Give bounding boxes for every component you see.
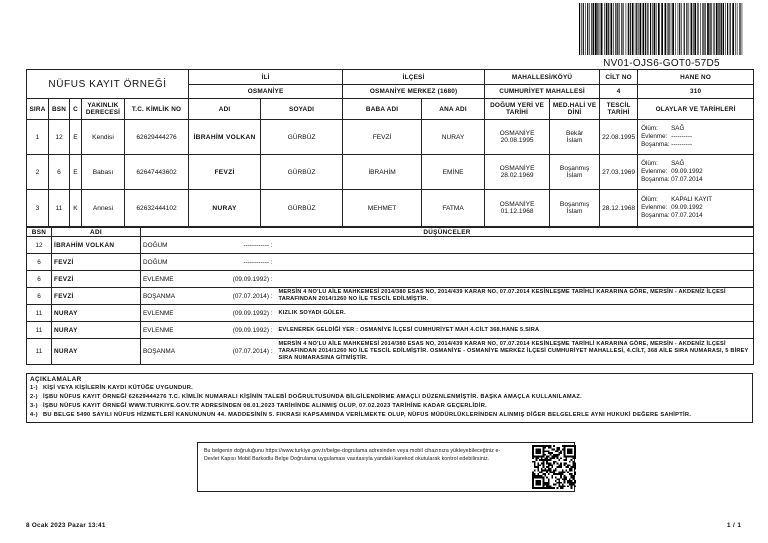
table-row	[27, 190, 754, 227]
mahalle-value: CUMHURİYET MAHALLESİ	[485, 85, 600, 99]
event-bsn: 6	[27, 271, 52, 288]
event-type: EVLENME	[141, 305, 211, 322]
col-dogum: DOĞUM YERİ VE TARİHİ	[485, 99, 550, 120]
bsn-cell: 12	[49, 120, 70, 155]
col-c: C	[70, 99, 82, 120]
bsn-cell: 11	[49, 190, 70, 227]
aciklama-number: 3-)	[30, 403, 38, 409]
medeni-hali: Boşanmış	[559, 165, 590, 172]
page-number: 1 / 1	[727, 522, 742, 529]
olum-value: SAĞ	[671, 125, 685, 132]
cinsiyet-cell: E	[70, 155, 82, 190]
dogum-tarihi: 28.02.1969	[500, 172, 534, 179]
sira-cell: 1	[27, 120, 49, 155]
event-name: FEVZİ	[52, 288, 141, 305]
aciklama-text: İŞBU NÜFUS KAYIT ÖRNEĞİ WWW.TURKIYE.GOV.TR ADRESİNDEN 08.01.2023 TARİHİNDE ALINMIŞ OLUP, 07.02.2023 TARİHİNE KADAR GEÇERLİDİR.	[43, 403, 487, 409]
yakinlik-cell: Annesi	[82, 190, 125, 227]
baba-cell: İBRAHİM	[343, 155, 422, 190]
bosanma-value: 07.07.2014	[671, 176, 703, 183]
il-label: İLİ	[189, 70, 343, 85]
event-date: (09.09.1992) :	[211, 322, 277, 339]
col-tescil: TESCİL TARİHİ	[600, 99, 638, 120]
tckn-cell: 62632444102	[125, 190, 189, 227]
page-title: NÜFUS KAYIT ÖRNEĞİ	[27, 70, 189, 99]
event-row	[27, 322, 754, 339]
event-date: (09.09.1992) :	[211, 305, 277, 322]
event-row	[27, 254, 754, 271]
il-value: OSMANİYE	[189, 85, 343, 99]
event-row	[27, 288, 754, 305]
medeni-cell	[550, 120, 600, 155]
table-row	[27, 120, 754, 155]
event-bsn: 6	[27, 254, 52, 271]
hane-label: HANE NO	[638, 70, 754, 85]
dogum-yeri: OSMANİYE	[499, 165, 535, 172]
sira-cell: 2	[27, 155, 49, 190]
dogum-tarihi: 20.08.1995	[500, 137, 534, 144]
event-bsn: 12	[27, 237, 52, 254]
aciklamalar-title: AÇIKLAMALAR	[30, 376, 82, 383]
olaylar-cell	[638, 120, 754, 155]
event-bsn: 11	[27, 305, 52, 322]
event-type: EVLENME	[141, 322, 211, 339]
event-row	[27, 305, 754, 322]
event-bsn: 6	[27, 288, 52, 305]
tescil-cell: 27.03.1969	[600, 155, 638, 190]
din: İslam	[566, 137, 583, 144]
event-type: BOŞANMA	[141, 288, 211, 305]
col-medeni: MED.HALİ VE DİNİ	[550, 99, 600, 120]
event-date: (07.07.2014) :	[211, 339, 277, 365]
medeni-hali: Boşanmış	[559, 201, 590, 208]
adi-cell: NURAY	[189, 190, 261, 227]
event-date: (07.07.2014) :	[211, 288, 277, 305]
event-name: FEVZİ	[52, 254, 141, 271]
verification-box	[197, 442, 575, 492]
event-note: MERSİN 4 NO'LU AİLE MAHKEMESİ 2014/380 ESAS NO, 2014/439 KARAR NO, 07.07.2014 KESİNLEŞME TARİHLİ KARARINA GÖRE, MERSİN - AKDENİZ İLÇESİ TARAFINDAN 2014/1260 NO İLE TESCİL EDİLMİŞTİR.	[277, 288, 754, 305]
ana-cell: NURAY	[422, 120, 485, 155]
tckn-cell: 62647443602	[125, 155, 189, 190]
event-note: EVLENEREK GELDİĞİ YER : OSMANİYE İLÇESİ CUMHURİYET MAH 4.CİLT 368.HANE 5.SIRA	[277, 322, 754, 339]
evlenme-value: 09.09.1992	[671, 168, 703, 175]
aciklama-text: İŞBU NÜFUS KAYIT ÖRNEĞİ 62629444276 T.C. KİMLİK NUMARALI KİŞİNİN TALEBİ DOĞRULTUSUNDA BİLGİLENDİRME AMAÇLI DÜZENLENMİŞTİR. BAŞKA AMAÇLA KULLANILAMAZ.	[43, 394, 582, 400]
cinsiyet-cell: E	[70, 120, 82, 155]
event-note	[277, 271, 754, 288]
dogum-cell	[485, 120, 550, 155]
soyadi-cell: GÜRBÜZ	[261, 120, 343, 155]
aciklamalar-section	[26, 373, 753, 423]
dogum-yeri: OSMANİYE	[499, 130, 535, 137]
olaylar-cell	[638, 155, 754, 190]
event-note	[277, 237, 754, 254]
ana-cell: FATMA	[422, 190, 485, 227]
evlenme-label: Evlenme:	[641, 133, 668, 140]
events-table	[26, 227, 754, 365]
medeni-hali: Bekâr	[565, 130, 584, 137]
table-row	[27, 155, 754, 190]
event-note: MERSİN 4 NO'LU AİLE MAHKEMESİ 2014/380 ESAS NO, 2014/439 KARAR NO, 07.07.2014 KESİNLEŞME TARİHLİ KARARINA GÖRE, MERSİN - AKDENİZ İLÇESİ TARAFINDAN 2014/1260 NO İLE TESCİL EDİLMİŞTİR. OSMANİYE - OSMANİYE MERKEZ İLÇESİ CUMHURİYET MAHALLESİ, 4.CİLT, 368 AİLE SIRA NUMARASI, 5 BİREY SIRA NUMARASINA GİTMİŞTİR.	[277, 339, 754, 365]
col-ana: ANA ADI	[422, 99, 485, 120]
qr-code-icon	[532, 445, 576, 489]
aciklama-number: 1-)	[30, 385, 38, 391]
din: İslam	[566, 208, 583, 215]
verification-text: Bu belgenin doğruluğunu https://www.turkiye.gov.tr/belge-dogrulama adresinden veya mobil cihazınıza yükleyebileceğiniz e-Devlet Kapısı Mobil Barkodlu Belge Doğrulama uygulaması vasıtasıyla yandaki karekod okutularak kontrol edebilirsiniz.	[204, 448, 501, 462]
evlenme-label: Evlenme:	[641, 168, 668, 175]
aciklama-text: BU BELGE 5490 SAYILI NÜFUS HİZMETLERİ KANUNUNUN 44. MADDESİNİN 5. FIKRASI KAPSAMINDA VERİLMEKTE OLUP, NÜFUS MÜDÜRLÜKLERİNDEN ALINMIŞ DİĞER BELGELERLE AYNI HUKUKİ DEĞERE SAHİPTİR.	[43, 412, 692, 418]
event-row	[27, 237, 754, 254]
soyadi-cell: GÜRBÜZ	[261, 190, 343, 227]
aciklama-item	[30, 384, 749, 393]
events-col-adi: ADI	[52, 228, 141, 237]
event-date: ------------ :	[211, 254, 277, 271]
bosanma-label: Boşanma:	[641, 141, 670, 148]
hane-value: 310	[638, 85, 754, 99]
col-yakinlik: YAKINLIK DERECESİ	[82, 99, 125, 120]
col-baba: BABA ADI	[343, 99, 422, 120]
bosanma-label: Boşanma:	[641, 176, 670, 183]
medeni-cell	[550, 190, 600, 227]
event-date: (09.09.1992) :	[211, 271, 277, 288]
aciklama-item	[30, 393, 749, 402]
dogum-yeri: OSMANİYE	[499, 201, 535, 208]
col-tckn: T.C. KİMLİK NO	[125, 99, 189, 120]
olum-label: Ölüm:	[641, 125, 658, 132]
baba-cell: MEHMET	[343, 190, 422, 227]
event-name: NURAY	[52, 339, 141, 365]
event-date: ------------ :	[211, 237, 277, 254]
bsn-cell: 6	[49, 155, 70, 190]
cinsiyet-cell: K	[70, 190, 82, 227]
col-adi: ADI	[189, 99, 261, 120]
olum-value: KAPALI KAYIT	[671, 196, 713, 203]
din: İslam	[566, 172, 583, 179]
cilt-label: CİLT NO	[600, 70, 638, 85]
event-name: İBRAHİM VOLKAN	[52, 237, 141, 254]
olum-value: SAĞ	[671, 160, 685, 167]
aciklama-number: 2-)	[30, 394, 38, 400]
event-row	[27, 271, 754, 288]
evlenme-value: 09.09.1992	[671, 204, 703, 211]
sira-cell: 3	[27, 190, 49, 227]
document-code: NV01-OJS6-GOT0-57D5	[603, 58, 720, 69]
bosanma-value: 07.07.2014	[671, 212, 703, 219]
evlenme-label: Evlenme:	[641, 204, 668, 211]
event-type: DOĞUM	[141, 237, 211, 254]
event-note	[277, 254, 754, 271]
aciklama-number: 4-)	[30, 412, 38, 418]
yakinlik-cell: Kendisi	[82, 120, 125, 155]
tckn-cell: 62629444276	[125, 120, 189, 155]
event-type: DOĞUM	[141, 254, 211, 271]
medeni-cell	[550, 155, 600, 190]
ilce-label: İLÇESİ	[343, 70, 485, 85]
events-col-dusunceler: DÜŞÜNCELER	[141, 228, 754, 237]
event-bsn: 11	[27, 322, 52, 339]
aciklama-text: KİŞİ VEYA KİŞİLERİN KAYDI KÜTÜĞE UYGUNDUR.	[43, 385, 194, 391]
ana-cell: EMİNE	[422, 155, 485, 190]
event-name: NURAY	[52, 322, 141, 339]
barcode	[578, 3, 745, 55]
dogum-tarihi: 01.12.1968	[500, 208, 534, 215]
olaylar-cell	[638, 190, 754, 227]
evlenme-value: ----------	[671, 133, 693, 140]
col-olaylar: OLAYLAR VE TARİHLERİ	[638, 99, 754, 120]
aciklama-item	[30, 411, 749, 420]
ilce-value: OSMANİYE MERKEZ (1680)	[343, 85, 485, 99]
dogum-cell	[485, 155, 550, 190]
col-sira: SIRA	[27, 99, 49, 120]
col-soyadi: SOYADI	[261, 99, 343, 120]
tescil-cell: 28.12.1968	[600, 190, 638, 227]
olum-label: Ölüm:	[641, 160, 658, 167]
olum-label: Ölüm:	[641, 196, 658, 203]
event-row	[27, 339, 754, 365]
adi-cell: İBRAHİM VOLKAN	[189, 120, 261, 155]
dogum-cell	[485, 190, 550, 227]
event-type: BOŞANMA	[141, 339, 211, 365]
bosanma-label: Boşanma:	[641, 212, 670, 219]
event-note: KIZLIK SOYADI GÜLER.	[277, 305, 754, 322]
event-name: FEVZİ	[52, 271, 141, 288]
tescil-cell: 22.08.1995	[600, 120, 638, 155]
adi-cell: FEVZİ	[189, 155, 261, 190]
print-date: 8 Ocak 2023 Pazar 13:41	[26, 522, 106, 529]
aciklama-item	[30, 402, 749, 411]
mahalle-label: MAHALLESİ/KÖYÜ	[485, 70, 600, 85]
bosanma-value: ----------	[671, 141, 693, 148]
event-bsn: 11	[27, 339, 52, 365]
col-bsn: BSN	[49, 99, 70, 120]
baba-cell: FEVZİ	[343, 120, 422, 155]
soyadi-cell: GÜRBÜZ	[261, 155, 343, 190]
yakinlik-cell: Babası	[82, 155, 125, 190]
person-table	[26, 69, 754, 227]
event-type: EVLENME	[141, 271, 211, 288]
cilt-value: 4	[600, 85, 638, 99]
event-name: NURAY	[52, 305, 141, 322]
events-col-bsn: BSN	[27, 228, 52, 237]
